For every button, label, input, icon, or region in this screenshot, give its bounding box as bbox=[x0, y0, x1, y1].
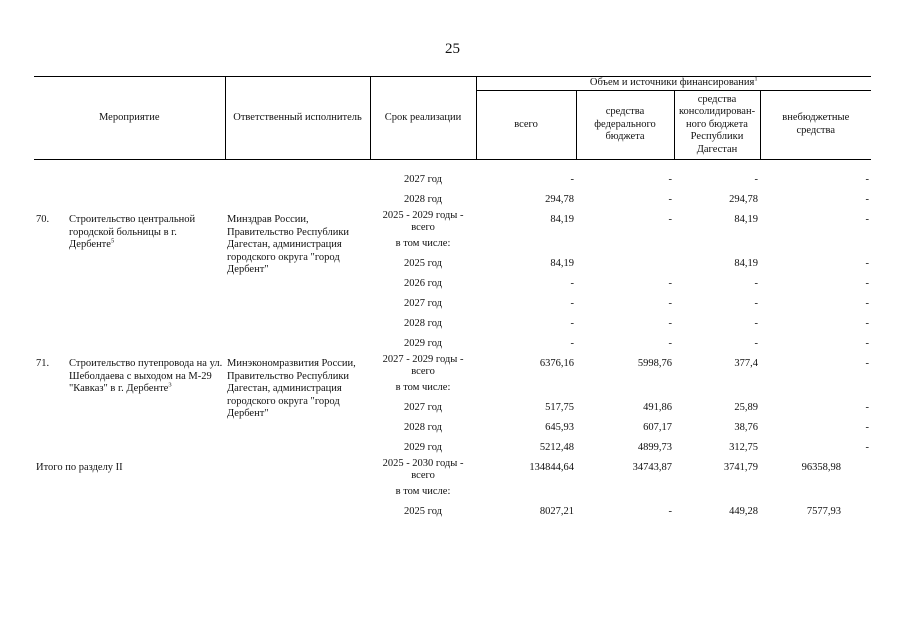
total-cell: 294,78 bbox=[545, 193, 575, 205]
table-row bbox=[34, 438, 871, 458]
consolidated-cell: - bbox=[754, 277, 759, 289]
period-cell: 2027 год bbox=[404, 297, 442, 309]
table-body bbox=[34, 160, 871, 523]
event-cell bbox=[67, 354, 225, 438]
federal-cell: - bbox=[668, 337, 673, 349]
header-funding-footnote: 1 bbox=[754, 75, 758, 83]
period-cell: 2026 год bbox=[404, 277, 442, 289]
period-cell: в том числе: bbox=[395, 381, 451, 393]
table-row bbox=[34, 294, 871, 314]
offbudget-cell: - bbox=[865, 277, 870, 289]
period-cell: в том числе: bbox=[395, 237, 451, 249]
federal-cell: - bbox=[668, 193, 673, 205]
total-cell: 645,93 bbox=[545, 421, 575, 433]
table-row bbox=[34, 502, 871, 522]
consolidated-cell: 294,78 bbox=[729, 193, 759, 205]
consolidated-cell bbox=[674, 482, 760, 502]
offbudget-cell bbox=[760, 378, 871, 398]
consolidated-cell: 449,28 bbox=[729, 505, 759, 517]
consolidated-cell: 3741,79 bbox=[723, 462, 759, 473]
consolidated-cell bbox=[674, 234, 760, 254]
federal-cell: - bbox=[668, 214, 673, 225]
federal-cell: - bbox=[668, 173, 673, 185]
period-cell: 2028 год bbox=[404, 317, 442, 329]
offbudget-cell: 7577,93 bbox=[806, 505, 842, 517]
offbudget-cell: - bbox=[865, 214, 870, 225]
federal-cell: - bbox=[668, 297, 673, 309]
total-cell: 84,19 bbox=[550, 214, 575, 225]
header-federal: средства федерального бюджета bbox=[576, 91, 674, 160]
total-cell: - bbox=[570, 173, 575, 185]
federal-cell: 491,86 bbox=[643, 401, 673, 413]
offbudget-cell: 96358,98 bbox=[801, 462, 842, 473]
period-cell: 2028 год bbox=[404, 421, 442, 433]
consolidated-cell: 312,75 bbox=[729, 441, 759, 453]
federal-cell: 607,17 bbox=[643, 421, 673, 433]
offbudget-cell: - bbox=[865, 358, 870, 369]
header-period: Срок реализации bbox=[370, 77, 476, 160]
consolidated-cell: 84,19 bbox=[734, 214, 759, 225]
period-cell: 2027 - 2029 годы - всего bbox=[382, 354, 464, 377]
total-cell: 84,19 bbox=[550, 257, 575, 269]
total-cell: 8027,21 bbox=[539, 505, 575, 517]
table-row bbox=[34, 314, 871, 334]
executor-cell: Минздрав России, Правительство Республики Дагестан, администрация городского округа "город Дербент" bbox=[227, 214, 350, 276]
consolidated-cell: - bbox=[754, 337, 759, 349]
header-funding-group-text: Объем и источники финансирования bbox=[589, 77, 755, 89]
page-number: 25 bbox=[445, 41, 460, 57]
table-row bbox=[34, 190, 871, 210]
event-text: Строительство центральной городской больницы в г. Дербенте bbox=[69, 214, 196, 251]
period-cell: 2027 год bbox=[404, 173, 442, 185]
header-funding-group bbox=[476, 77, 871, 91]
event-cell bbox=[67, 210, 225, 274]
header-event: Мероприятие bbox=[34, 77, 225, 160]
offbudget-cell: - bbox=[865, 401, 870, 413]
offbudget-cell: - bbox=[865, 441, 870, 453]
event-footnote: 3 bbox=[168, 381, 172, 389]
federal-cell: - bbox=[668, 317, 673, 329]
total-cell bbox=[476, 234, 576, 254]
offbudget-cell bbox=[760, 482, 871, 502]
total-cell: - bbox=[570, 317, 575, 329]
period-cell: 2025 год bbox=[404, 257, 442, 269]
period-cell: в том числе: bbox=[395, 485, 451, 497]
federal-cell: 34743,87 bbox=[632, 462, 673, 473]
header-executor: Ответственный исполнитель bbox=[225, 77, 370, 160]
table-row bbox=[34, 170, 871, 190]
total-cell bbox=[476, 482, 576, 502]
federal-cell: - bbox=[668, 277, 673, 289]
offbudget-cell: - bbox=[865, 297, 870, 309]
table-row-total bbox=[34, 458, 871, 482]
federal-cell: 5998,76 bbox=[637, 358, 673, 369]
total-cell: 5212,48 bbox=[539, 441, 575, 453]
consolidated-cell bbox=[674, 378, 760, 398]
total-cell: - bbox=[570, 297, 575, 309]
consolidated-cell: 38,76 bbox=[734, 421, 759, 433]
consolidated-cell: 377,4 bbox=[734, 358, 759, 369]
table-header bbox=[34, 77, 871, 160]
total-cell: 6376,16 bbox=[539, 358, 575, 369]
consolidated-cell: - bbox=[754, 297, 759, 309]
table-row bbox=[34, 334, 871, 354]
offbudget-cell: - bbox=[865, 173, 870, 185]
federal-cell bbox=[576, 234, 674, 254]
financing-table bbox=[34, 76, 871, 522]
header-total: всего bbox=[476, 91, 576, 160]
total-cell bbox=[476, 378, 576, 398]
consolidated-cell: - bbox=[754, 173, 759, 185]
event-text: Строительство путепровода на ул. Шеболдаева с выходом на М-29 "Кавказ" в г. Дербенте bbox=[69, 358, 223, 395]
item-number: 71. bbox=[36, 358, 50, 369]
item-number: 70. bbox=[36, 214, 50, 225]
period-cell: 2029 год bbox=[404, 441, 442, 453]
total-cell: 517,75 bbox=[545, 401, 575, 413]
total-cell: 134844,64 bbox=[529, 462, 575, 473]
federal-cell bbox=[576, 254, 674, 274]
period-cell: 2025 - 2030 годы - всего bbox=[382, 458, 464, 481]
period-cell: 2027 год bbox=[404, 401, 442, 413]
section-total-label: Итого по разделу II bbox=[36, 462, 123, 473]
offbudget-cell: - bbox=[865, 421, 870, 433]
offbudget-cell bbox=[760, 234, 871, 254]
offbudget-cell: - bbox=[865, 193, 870, 205]
header-offbudget: внебюджетные средства bbox=[760, 91, 871, 160]
period-cell: 2028 год bbox=[404, 193, 442, 205]
total-cell: - bbox=[570, 337, 575, 349]
header-consolidated: средства консолидирован-ного бюджета Республики Дагестан bbox=[674, 91, 760, 160]
offbudget-cell: - bbox=[865, 257, 870, 269]
period-cell: 2025 - 2029 годы - всего bbox=[382, 210, 464, 233]
federal-cell: - bbox=[668, 505, 673, 517]
period-cell: 2029 год bbox=[404, 337, 442, 349]
consolidated-cell: 84,19 bbox=[734, 257, 759, 269]
executor-cell: Минэкономразвития России, Правительство Республики Дагестан, администрация городского округа "город Дербент" bbox=[227, 358, 356, 420]
federal-cell bbox=[576, 482, 674, 502]
period-cell: 2025 год bbox=[404, 505, 442, 517]
consolidated-cell: - bbox=[754, 317, 759, 329]
offbudget-cell: - bbox=[865, 337, 870, 349]
federal-cell bbox=[576, 378, 674, 398]
total-cell: - bbox=[570, 277, 575, 289]
offbudget-cell: - bbox=[865, 317, 870, 329]
event-footnote: 5 bbox=[110, 237, 115, 245]
table-row bbox=[34, 482, 871, 502]
table-row bbox=[34, 210, 871, 234]
consolidated-cell: 25,89 bbox=[734, 401, 759, 413]
table-row bbox=[34, 274, 871, 294]
table-row bbox=[34, 354, 871, 378]
federal-cell: 4899,73 bbox=[637, 441, 673, 453]
